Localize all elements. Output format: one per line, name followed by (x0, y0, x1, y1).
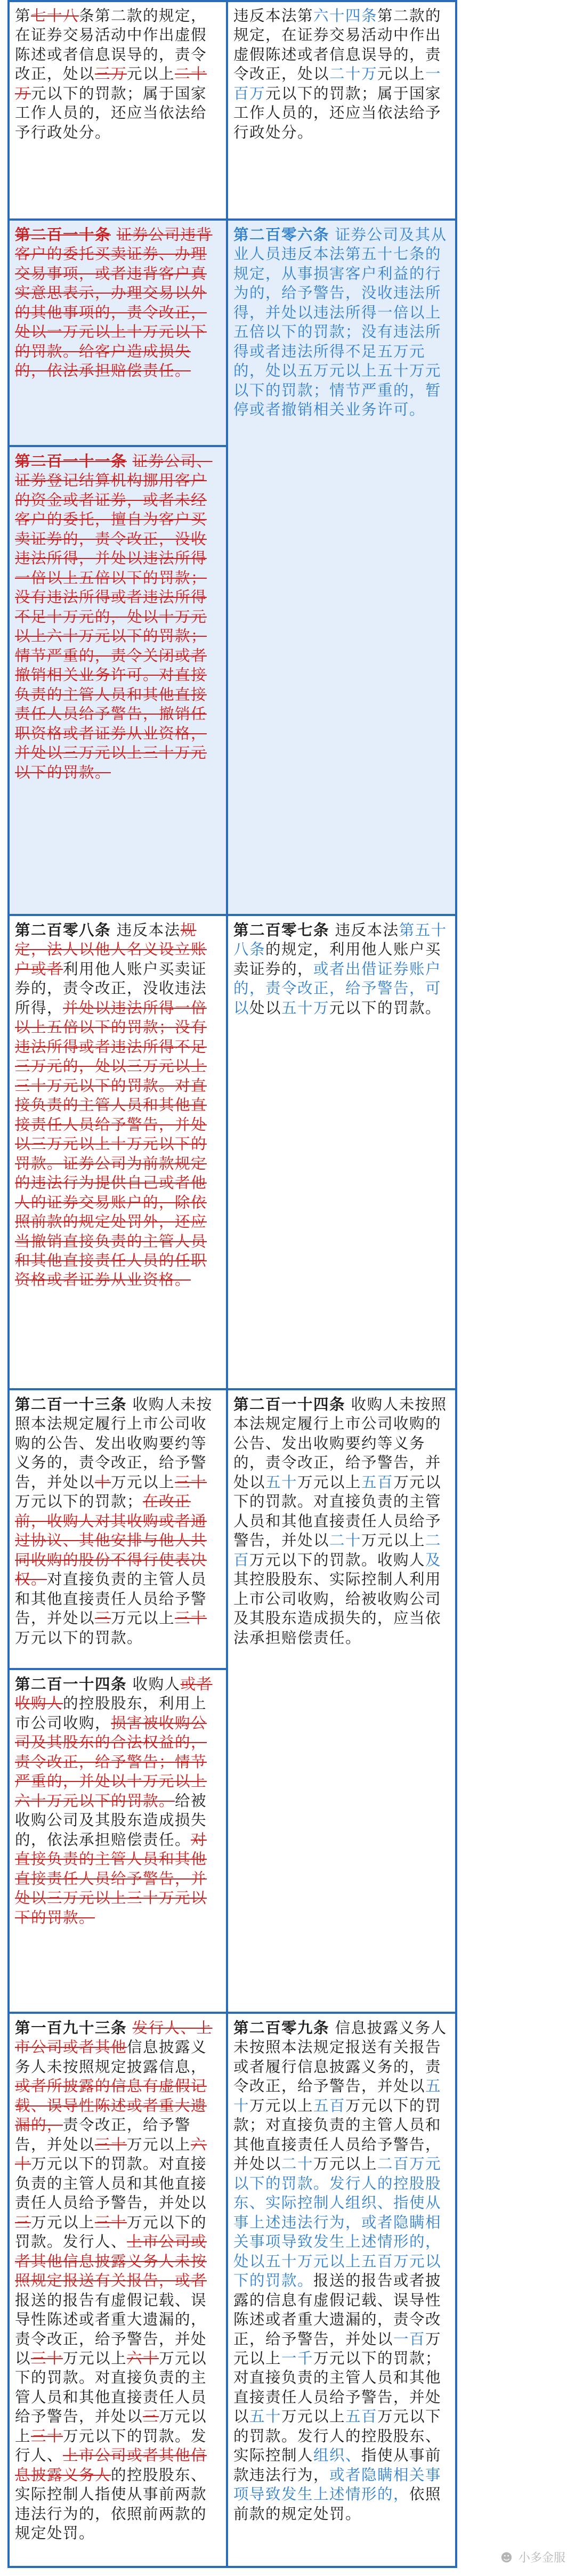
article-text: 报送的报告有虚假记载、误导性陈述或者重大遗漏的，责令改正，给予警告，并处以 (15, 2291, 207, 2367)
article-text: 万元以下的罚款。发行人、 (15, 2213, 207, 2251)
article-text: 元以下的罚款。 (329, 999, 442, 1017)
added-text: 六十四条 (313, 7, 378, 25)
deleted-text: 或者收购人 (15, 1675, 213, 1713)
deleted-text: 证券公司、证券登记结算机构挪用客户的资金或者证券，或者未经客户的委托，擅自为客户买卖证券的，责令改正，没收违法所得，并处以违法所得一倍以上五倍以下的罚款；没有违法所得或者违法所得不足十万元的，处以十万元以上六十万元以下的罚款；情节严重的，责令关闭或者撤销相关业务许可。对直接负责的主管人员和其他直接责任人员给予警告，撤销任职资格或者证券从业资格，并处以三万元以上三十万元以下的罚款。 (15, 452, 213, 781)
new-article-cell (227, 915, 456, 1389)
article-text: 元以上 (127, 65, 175, 83)
deleted-text: 二十万 (15, 65, 207, 102)
added-text: 第五十八条 (233, 921, 447, 959)
article-text: 的控股股东，利用上市公司收购， (15, 1695, 207, 1732)
deleted-text: 三 (143, 2408, 159, 2426)
article-text: 利用他人账户买卖证券的，责令改正，没收违法所得， (15, 960, 207, 1017)
added-text: 五十 (249, 2408, 282, 2426)
article-text: 万元以上 (249, 2096, 314, 2115)
article-text: 责令改正，给予警告，并处以 (15, 2116, 191, 2153)
article-text: 万元以下的罚款。对直接负责的主管人员和其他直接责任人员给予警告，并处以 (15, 2349, 207, 2426)
article-text: 万元以下的罚款；对直接负责的主管人员和其他直接责任人员给予警告，并处以 (233, 2349, 442, 2426)
article-text: 万元以下的罚款。发行人、 (15, 2427, 207, 2465)
added-text: 万元以上 (297, 2252, 362, 2270)
added-text: 责令改正，给予警告， (265, 979, 426, 998)
added-text: 五百 (345, 2408, 378, 2426)
deleted-text: 上市公司或者其他信息披露义务人 (15, 2447, 207, 2484)
article-text: 收购人未按照本法规定履行上市公司收购的公告、发出收购要约等义务的，责令改正，给予警告，并处以 (15, 1396, 213, 1491)
article-text: 万元以上 (297, 1473, 362, 1491)
old-article-cell (9, 220, 227, 446)
article-text: 元以上 (377, 65, 426, 83)
article-text: 万元以上 (15, 2408, 207, 2445)
article-text: 的控股股东、实际控制人指使从事前两款违法行为的，依照前两款的规定处罚。 (15, 2466, 207, 2542)
new-article-cell (227, 220, 456, 915)
article-text: 万元以下的罚款。收购人 (249, 1551, 426, 1569)
article-text: 报送的报告或者披露的信息有虚假记载、误导性陈述或者重大遗漏的，责令改正，给予警告，并处以 (233, 2272, 442, 2348)
article-number: 第二百零九条 (233, 2019, 330, 2037)
deleted-text: 上市公司或者其他信息披露义务人未按照规定报送有关报告，或者 (15, 2233, 207, 2290)
old-article-cell (9, 915, 227, 1389)
added-text: 五百 (361, 2252, 394, 2270)
article-text: 违反本法 (116, 921, 181, 939)
watermark (500, 2549, 565, 2565)
article-text: 信息披露义务人未按照规定披露信息， (15, 2038, 207, 2076)
old-article-cell (9, 1389, 227, 1669)
deleted-text: 或者所披露的信息有虚假记载、误导性陈述或者重大遗漏的， (15, 2077, 207, 2134)
article-text: 元以下的罚款；属于国家工作人员的，还应当依法给予行政处分。 (15, 84, 207, 141)
table-row (9, 1389, 456, 1669)
old-article-cell (9, 1669, 227, 2013)
added-text: 五十 (265, 1473, 298, 1491)
deleted-text: 三十 (175, 1609, 207, 1627)
added-text: 证券公司及其从业人员违反本法第 (233, 226, 447, 263)
table-row (9, 915, 456, 1389)
article-text: 万元以上 (281, 2408, 346, 2426)
table-body (9, 1, 456, 2567)
article-text: 对直接负责的主管人员和其他直接责任人员给予警告，并处以 (15, 1570, 207, 1627)
article-text: 给被收购公司及其股东造成损失的，依法承担赔偿责任。 (15, 1792, 207, 1849)
added-text: 组织、 (313, 2447, 362, 2465)
article-text: 的规定， (265, 941, 330, 959)
added-text: 可以 (233, 979, 442, 1017)
added-text: 二百 (233, 1532, 442, 1569)
added-text: 或者隐瞒相关事项导致发生上述情形的， (233, 2466, 442, 2504)
article-text: 万元以上 (111, 1473, 175, 1491)
article-text: 依照前款的规定处罚。 (233, 2485, 442, 2523)
article-text: 收购人未按照本法规定履行上市公司收购的公告、发出收购要约等义务的，责令改正，给予警告，并处以 (233, 1396, 447, 1491)
added-text: 五十 (233, 2077, 442, 2115)
added-text: 一百万 (233, 65, 442, 102)
article-text: 万元以上 (31, 2213, 95, 2231)
article-text: 其控股股东、实际控制人利用上市公司收购，给被收购公司及其股东造成损失的，应当依法承担赔偿责任。 (233, 1570, 442, 1647)
article-text: 万元以下的罚款。对直接负责的主管人员和其他直接责任人员给予警告，并处以 (15, 2155, 207, 2212)
deleted-text: 七十八 (31, 7, 79, 25)
added-text: 二十 (281, 2155, 314, 2173)
article-number: 第二百一十四条 (15, 1675, 127, 1693)
deleted-text: 三万 (95, 65, 127, 83)
article-text: 信息披露义务人未按照本法规定报送有关报告或者履行信息披露义务的，责令改正，给予警告，并处以 (233, 2019, 447, 2095)
added-text: 万元以下的罚款。发行人的控股股东、实际控制人组织、指使从事上述违法行为，或者隐瞒相关事项导致发生上述情形的，处以 (233, 2155, 442, 2270)
article-text: 万元以下的罚款。 (15, 1629, 143, 1647)
deleted-text: 对直接负责的主管人员和其他直接责任人员给予警告，并处以三万元以上三十万元以下的罚款。 (15, 1830, 207, 1926)
deleted-text: 十 (95, 1473, 111, 1491)
article-text: 万元以下的罚款；对直接负责的主管人员和其他直接责任人员给予警告，并处以 (233, 2096, 442, 2173)
watermark-text: 小多金服 (518, 2551, 565, 2565)
article-text: 万元以下的罚款。发行人的控股股东、实际控制人 (233, 2408, 442, 2465)
added-text: 一千 (281, 2349, 314, 2367)
old-article-cell (9, 1, 227, 220)
article-text: 条第二款的规定，在证券交易活动中作出虚假陈述或者信息误导的，责令改正，处以 (15, 7, 207, 83)
deleted-text: 损害被收购公司及其股东的合法权益的，责令改正，给予警告；情节严重的，并处以十万元以上六十万元以下的罚款。 (15, 1714, 207, 1810)
added-text: 一百 (393, 2330, 426, 2348)
added-text: 二十万 (329, 65, 378, 83)
added-text: 二百 (377, 2155, 410, 2173)
deleted-text: 三十 (31, 2349, 63, 2367)
article-text: 收购人 (132, 1675, 181, 1693)
added-text: 二十 (329, 1532, 362, 1550)
article-number: 第二百一十条 (15, 225, 111, 244)
article-number: 第二百零八条 (15, 921, 111, 939)
article-number: 第二百一十三条 (15, 1395, 127, 1413)
article-text: 万元以下的罚款； (15, 1493, 143, 1511)
deleted-text: 三 (95, 1609, 111, 1627)
deleted-text: 证券公司违背客户的委托买卖证券、办理交易事项，或者违背客户真实意思表示，办理交易以外的其他事项的，责令改正，处以一万元以上十万元以下的罚款。给客户造成损失的，依法承担赔偿责任。 (15, 226, 213, 380)
table-row (9, 220, 456, 446)
article-text: 违反本法第 (233, 7, 314, 25)
law-comparison-table (7, 0, 457, 2568)
new-article-cell (227, 1389, 456, 2013)
added-text: 五十 (265, 2252, 298, 2270)
table-row (9, 2013, 456, 2567)
article-text: 万元以上 (313, 2155, 378, 2173)
new-article-cell (227, 2013, 456, 2567)
added-text: 五百 (313, 2096, 346, 2115)
article-text: 万元以上 (127, 2135, 191, 2153)
new-article-cell (227, 1, 456, 220)
article-text: 第 (15, 7, 31, 25)
added-text: 五百 (361, 1473, 394, 1491)
deleted-text: 六十 (15, 2135, 207, 2173)
article-text: 万元以上 (361, 1532, 426, 1550)
article-text: 处以 (249, 999, 282, 1017)
deleted-text: 六十 (127, 2349, 159, 2367)
old-article-cell (9, 446, 227, 915)
article-number: 第二百零六条 (233, 225, 330, 244)
article-text: 万元以上 (63, 2349, 127, 2367)
deleted-text: 三十 (95, 2213, 127, 2231)
article-text: 元以下的罚款；属于国家工作人员的，还应当依法给予行政处分。 (233, 84, 442, 141)
wechat-icon: ☻ (500, 2551, 513, 2565)
deleted-text: 并处以违法所得一倍以上五倍以下的罚款；没有违法所得或者违法所得不足三万元的，处以三万元以上三十万元以下的罚款。对直接负责的主管人员和其他直接责任人员给予警告，并处以三万元以上十万元以下的罚款。证券公司为前款规定的违法行为提供自己或者他人的证券交易账户的，除依照前款的规定处罚外，还应当撤销直接负责的主管人员和其他直接责任人员的任职资格或者证券从业资格。 (15, 999, 207, 1289)
table-row (9, 1, 456, 220)
article-text: 万元以上 (233, 2330, 442, 2367)
article-number: 第二百零七条 (233, 921, 330, 939)
article-text: 第二款的规定，在证券交易活动中作出虚假陈述或者信息误导的，责令改正，处以 (233, 7, 442, 83)
added-text: 万元以下的罚款。 (233, 2252, 442, 2290)
article-text: 万元以上 (111, 1609, 175, 1627)
added-text: 条的规定，从事损害客户利益的行为的，给予警告，没收违法所得，并处以违法所得一倍以上五倍以下的罚款；没有违法所得或者违法所得不足五万元的，处以五万元以上五十万元以下的罚款；情节严重的，暂停或者撤销相关业务许可。 (233, 245, 442, 419)
article-text: 违反本法 (335, 921, 399, 939)
deleted-text: 发行人、上市公司或者其他 (15, 2019, 213, 2056)
added-text: 或者出借证券账户的， (233, 960, 442, 998)
deleted-text: 三 (15, 2213, 31, 2231)
article-number: 第二百一十四条 (233, 1395, 346, 1413)
deleted-text: 在改正前，收购人对其收购或者通过协议、其他安排与他人共同收购的股份不得行使表决权。 (15, 1493, 207, 1589)
added-text: 五十七 (361, 245, 410, 263)
article-number: 第一百九十三条 (15, 2019, 127, 2037)
deleted-text: 规定，法人以他人名义设立账户或者 (15, 921, 207, 978)
article-number: 第二百一十一条 (15, 452, 127, 470)
deleted-text: 三十 (175, 1473, 207, 1491)
article-text: 指使从事前款违法行为， (233, 2447, 442, 2484)
added-text: 五十万 (281, 999, 330, 1017)
article-text: 万元以下的罚款。对直接负责的主管人员和其他直接责任人员给予警告，并处以 (233, 1473, 442, 1550)
article-text: 利用他人账户买卖证券的， (233, 941, 442, 978)
old-article-cell (9, 2013, 227, 2567)
deleted-text: 三十 (95, 2135, 127, 2153)
deleted-text: 三十 (31, 2427, 63, 2445)
added-text: 及 (425, 1551, 442, 1569)
